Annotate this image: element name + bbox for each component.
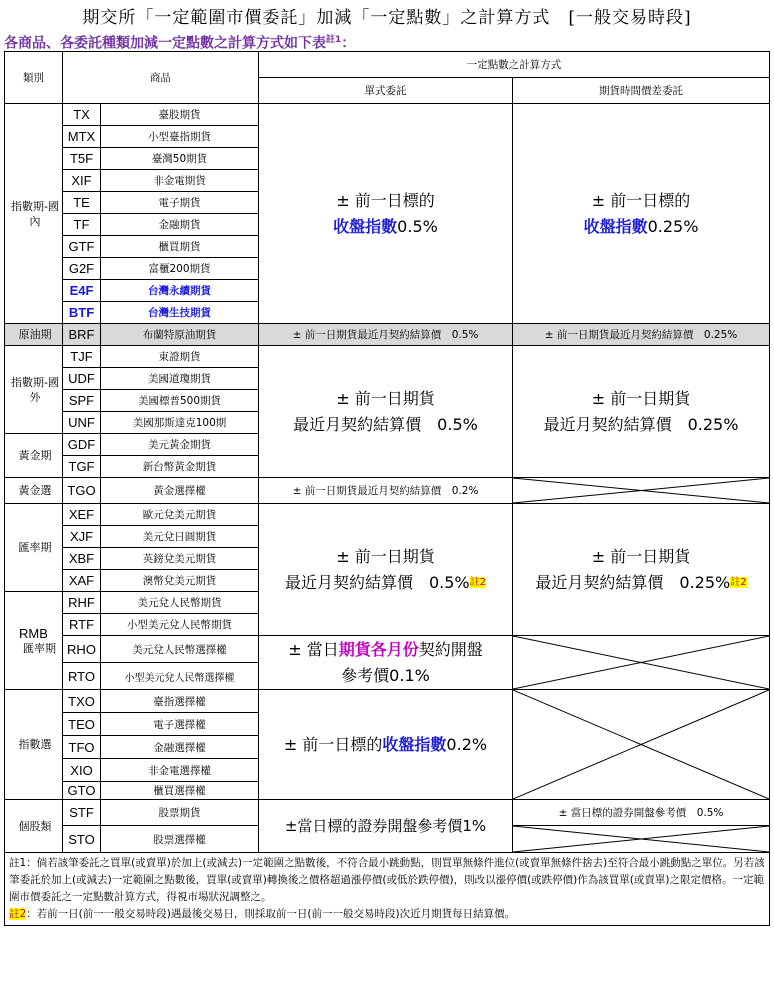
- product-name: 小型臺指期貨: [101, 126, 259, 148]
- method-line: ± 前一日標的: [336, 190, 435, 210]
- note-1-ref: 註1: [326, 35, 342, 45]
- stock-spread: ± 當日標的證券開盤參考價 0.5%: [513, 800, 770, 826]
- fx-spread: [513, 504, 770, 636]
- product-code: TXO: [63, 690, 101, 713]
- product-name: 黃金選擇權: [101, 478, 259, 504]
- method-highlight: 收盤指數: [583, 216, 648, 236]
- header-single: 單式委託: [259, 78, 513, 104]
- fx-single: [259, 504, 513, 636]
- product-name: 臺股期貨: [101, 104, 259, 126]
- stock-single: ±當日標的證券開盤參考價1%: [259, 800, 513, 853]
- product-code: TGF: [63, 456, 101, 478]
- product-name: 臺灣50期貨: [101, 148, 259, 170]
- category-oil: 原油期: [5, 324, 63, 346]
- method-line: 最近月契約結算價 0.25%: [543, 414, 739, 434]
- product-code: XIO: [63, 759, 101, 782]
- product-code: XAF: [63, 570, 101, 592]
- product-code: BRF: [63, 324, 101, 346]
- product-name: 布蘭特原油期貨: [101, 324, 259, 346]
- product-name: 美元兌人民幣期貨: [101, 592, 259, 614]
- category-line: 匯率期: [23, 641, 56, 655]
- cross-mark: [513, 636, 769, 689]
- method-line: 最近月契約結算價 0.5%: [293, 414, 478, 434]
- method-highlight: 收盤指數: [382, 734, 447, 754]
- notes-cell: [5, 853, 770, 926]
- method-line: 參考價0.1%: [341, 665, 430, 685]
- product-name: 美元兌人民幣選擇權: [101, 636, 259, 663]
- product-code: G2F: [63, 258, 101, 280]
- product-name: 美國標普500期貨: [101, 390, 259, 412]
- product-code: GDF: [63, 434, 101, 456]
- category-line: RMB: [19, 625, 48, 641]
- product-name: 臺指選擇權: [101, 690, 259, 713]
- method-line: ± 前一日期貨: [591, 546, 691, 566]
- not-applicable-cell: [513, 826, 770, 853]
- note-2-ref: 註2: [469, 576, 487, 588]
- note-2-text: ：若前一日(前一一般交易時段)遇最後交易日，則採取前一日(前一一般交易時段)次近月期貨每日結算價。: [26, 908, 516, 920]
- product-code: TJF: [63, 346, 101, 368]
- category-index-domestic: 指數期-國內: [5, 104, 63, 324]
- note-2: [9, 906, 765, 923]
- product-name: 富櫃200期貨: [101, 258, 259, 280]
- product-name: 英鎊兌美元期貨: [101, 548, 259, 570]
- category-gold-option: 黃金選: [5, 478, 63, 504]
- method-line: 最近月契約結算價 0.5%: [284, 572, 470, 592]
- product-name: 股票選擇權: [101, 826, 259, 853]
- category-rmb-fx: [5, 592, 63, 690]
- product-code: XIF: [63, 170, 101, 192]
- note-2-label: 註2: [9, 908, 27, 920]
- method-line: ± 前一日期貨: [336, 388, 435, 408]
- product-code: STF: [63, 800, 101, 826]
- product-name: 美國道瓊期貨: [101, 368, 259, 390]
- category-fx: 匯率期: [5, 504, 63, 592]
- page-title: 期交所「一定範圍市價委託」加減「一定點數」之計算方式 [一般交易時段]: [82, 8, 692, 28]
- method-text: 契約開盤: [418, 639, 483, 659]
- product-code: E4F: [63, 280, 101, 302]
- gold-option-single: ± 前一日期貨最近月契約結算價 0.2%: [259, 478, 513, 504]
- product-name: 澳幣兌美元期貨: [101, 570, 259, 592]
- category-index-foreign: 指數期-國外: [5, 346, 63, 434]
- product-name: 電子選擇權: [101, 713, 259, 736]
- product-name: 美元黃金期貨: [101, 434, 259, 456]
- method-text: ± 當日: [288, 639, 339, 659]
- product-code: RHO: [63, 636, 101, 663]
- product-code: XJF: [63, 526, 101, 548]
- product-code: GTF: [63, 236, 101, 258]
- product-code: TF: [63, 214, 101, 236]
- product-code: BTF: [63, 302, 101, 324]
- product-code: TEO: [63, 713, 101, 736]
- product-name: 金融選擇權: [101, 736, 259, 759]
- product-name: 台灣永續期貨: [101, 280, 259, 302]
- oil-spread: ± 前一日期貨最近月契約結算價 0.25%: [513, 324, 770, 346]
- method-line: ± 前一日標的: [591, 190, 691, 210]
- category-index-option: 指數選: [5, 690, 63, 800]
- product-name: 非金電選擇權: [101, 759, 259, 782]
- product-name: 櫃買期貨: [101, 236, 259, 258]
- not-applicable-cell: [513, 690, 770, 800]
- index-domestic-single: [259, 104, 513, 324]
- product-code: T5F: [63, 148, 101, 170]
- product-code: TGO: [63, 478, 101, 504]
- product-code: TX: [63, 104, 101, 126]
- method-pct: 0.2%: [446, 734, 488, 754]
- index-foreign-spread: [513, 346, 770, 478]
- oil-single: ± 前一日期貨最近月契約結算價 0.5%: [259, 324, 513, 346]
- product-name: 小型美元兌人民幣期貨: [101, 614, 259, 636]
- product-code: STO: [63, 826, 101, 853]
- product-name: 櫃買選擇權: [101, 782, 259, 800]
- index-option-single: [259, 690, 513, 800]
- product-code: RTF: [63, 614, 101, 636]
- cross-mark: [513, 478, 769, 503]
- cross-mark: [513, 826, 769, 852]
- table-subtitle: 各商品、各委託種類加減一定點數之計算方式如下表$^{註1}$：: [4, 35, 356, 52]
- method-line: ± 前一日期貨: [591, 388, 691, 408]
- product-code: UNF: [63, 412, 101, 434]
- method-highlight: 收盤指數: [333, 216, 398, 236]
- product-code: RHF: [63, 592, 101, 614]
- product-name: 小型美元兌人民幣選擇權: [101, 663, 259, 690]
- method-pct: 0.5%: [397, 216, 438, 236]
- product-code: RTO: [63, 663, 101, 690]
- header-category: 類別: [5, 52, 63, 104]
- product-code: SPF: [63, 390, 101, 412]
- product-code: XBF: [63, 548, 101, 570]
- note-1: [9, 855, 765, 906]
- category-gold-futures: 黃金期: [5, 434, 63, 478]
- method-pct: 0.25%: [647, 216, 699, 236]
- product-name: 台灣生技期貨: [101, 302, 259, 324]
- header-method: 一定點數之計算方式: [259, 52, 770, 78]
- product-code: UDF: [63, 368, 101, 390]
- product-code: TE: [63, 192, 101, 214]
- product-code: XEF: [63, 504, 101, 526]
- product-code: GTO: [63, 782, 101, 800]
- rmb-option-single: [259, 636, 513, 690]
- product-name: 非金電期貨: [101, 170, 259, 192]
- note-1-text: ：倘若該筆委託之買單(或賣單)於加上(或減去)一定範圍之點數後，不符合最小跳動點，則買單無條件進位(或賣單無條件捨去)至符合最小跳動點之單位。另若該筆委託於加上(或減去)一定範圍之點數後，買單(或賣單)轉換後之價格超過漲停價(或低於跌停價)，則改以漲停價(或跌停價)作為該買單(或賣單)之限定價格。一定範圍市價委託之一定點數計算方式，得視市場狀況調整之。: [9, 857, 765, 903]
- not-applicable-cell: [513, 636, 770, 690]
- method-line: 最近月契約結算價 0.25%: [535, 572, 731, 592]
- header-spread: 期貨時間價差委託: [513, 78, 770, 104]
- product-name: 金融期貨: [101, 214, 259, 236]
- not-applicable-cell: [513, 478, 770, 504]
- product-code: TFO: [63, 736, 101, 759]
- note-1-label: 註1: [9, 857, 27, 869]
- cross-mark: [513, 690, 769, 799]
- product-name: 電子期貨: [101, 192, 259, 214]
- method-text: ± 前一日標的: [283, 734, 383, 754]
- product-name: 美元兌日圓期貨: [101, 526, 259, 548]
- product-name: 東證期貨: [101, 346, 259, 368]
- header-product: 商品: [63, 52, 259, 104]
- index-domestic-spread: [513, 104, 770, 324]
- product-name: 美國那斯達克100期: [101, 412, 259, 434]
- category-stock: 個股類: [5, 800, 63, 853]
- method-highlight: 期貨各月份: [338, 639, 419, 659]
- method-line: ± 前一日期貨: [336, 546, 435, 566]
- product-name: 股票期貨: [101, 800, 259, 826]
- product-name: 歐元兌美元期貨: [101, 504, 259, 526]
- product-code: MTX: [63, 126, 101, 148]
- index-foreign-single: [259, 346, 513, 478]
- product-name: 新台幣黃金期貨: [101, 456, 259, 478]
- calculation-table: [4, 51, 770, 926]
- note-2-ref: 註2: [730, 576, 747, 588]
